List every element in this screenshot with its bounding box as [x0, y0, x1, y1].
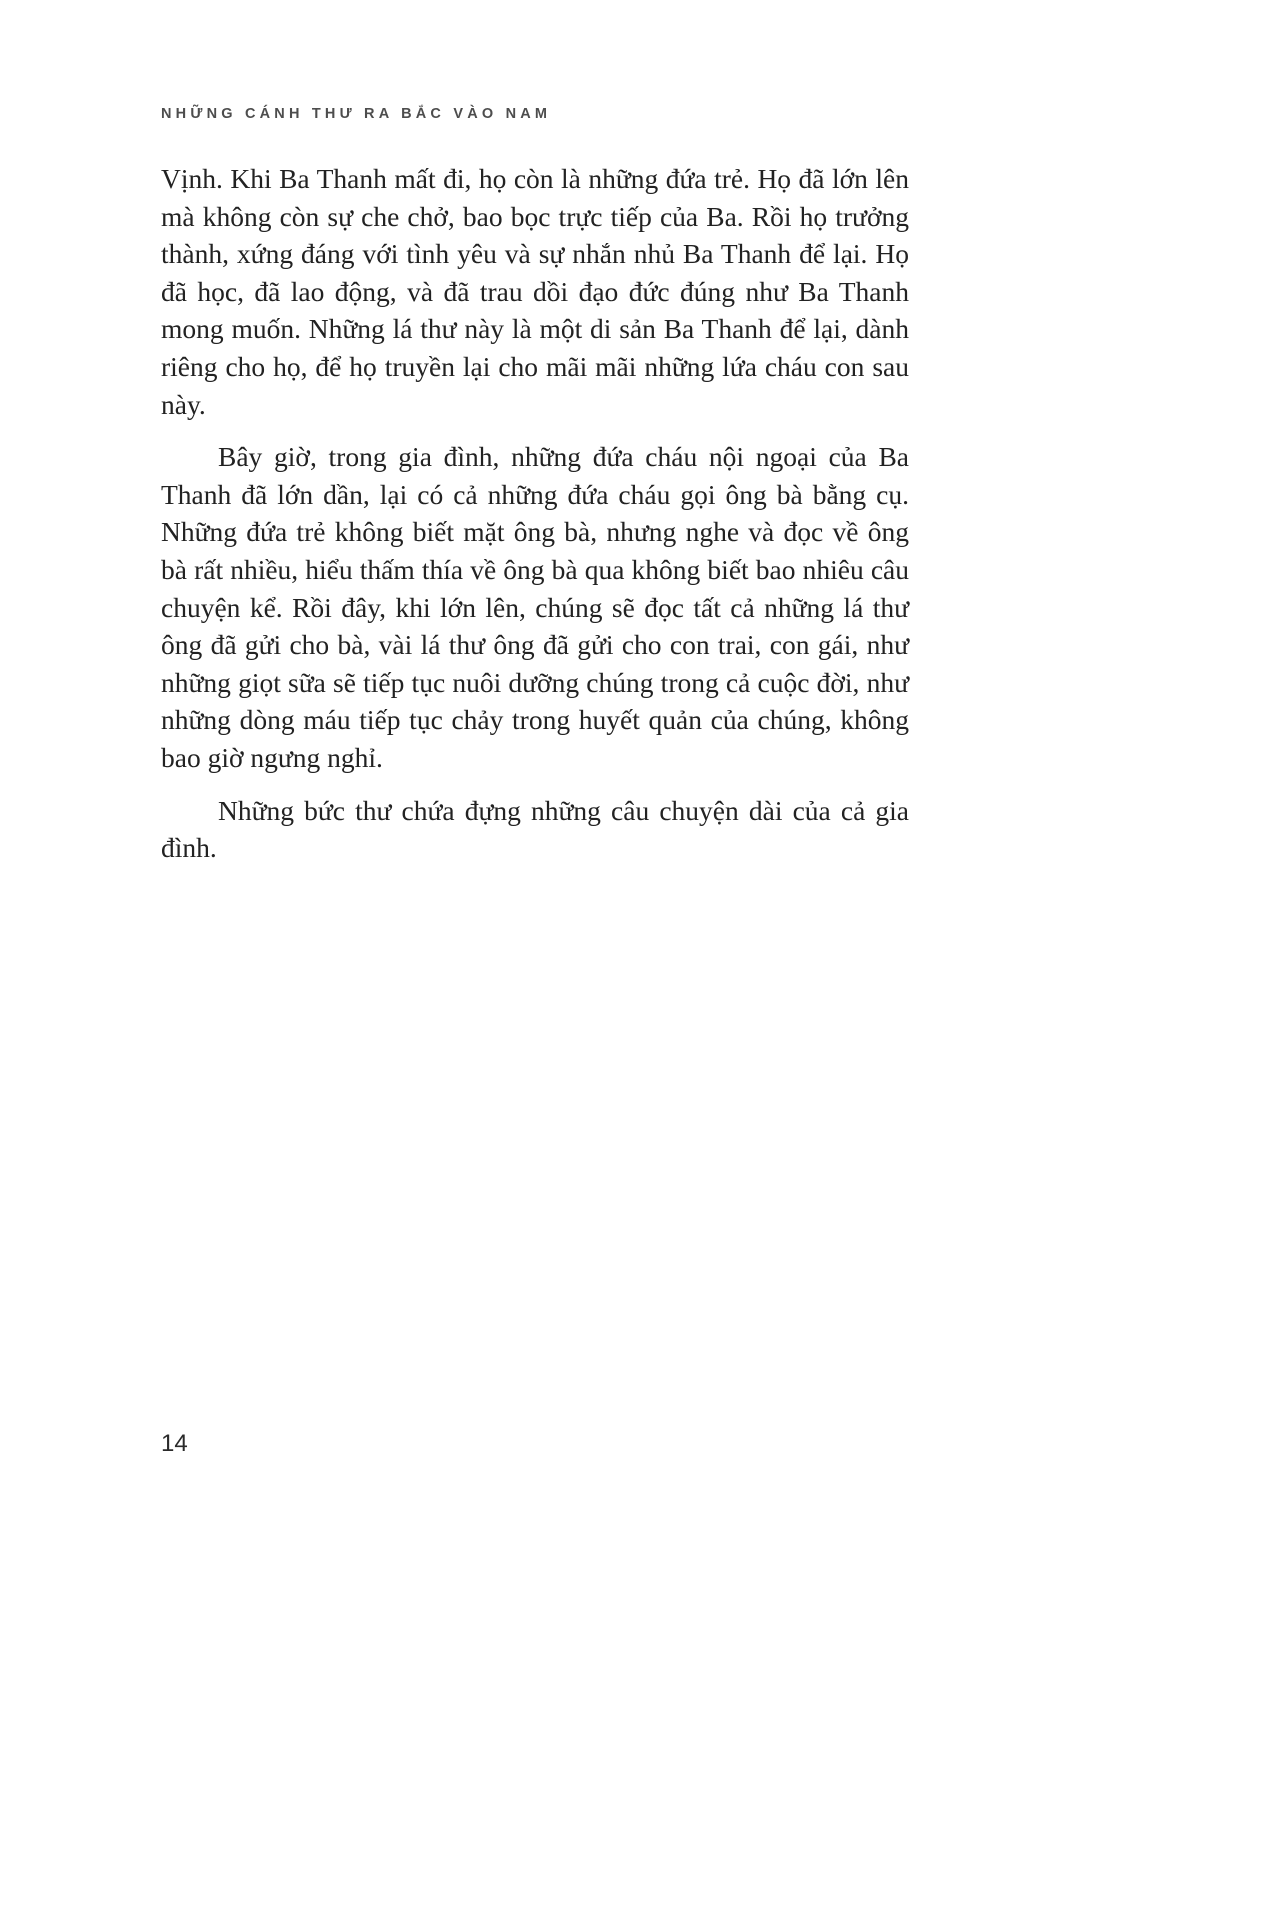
running-header: NHỮNG CÁNH THƯ RA BẮC VÀO NAM [161, 106, 552, 122]
paragraph-1: Vịnh. Khi Ba Thanh mất đi, họ còn là những đứa trẻ. Họ đã lớn lên mà không còn sự che chở, bao bọc trực tiếp của Ba. Rồi họ trưởng thành, xứng đáng với tình yêu và sự nhắn nhủ Ba Thanh để lại. Họ đã học, đã lao động, và đã trau dồi đạo đức đúng như Ba Thanh mong muốn. Những lá thư này là một di sản Ba Thanh để lại, dành riêng cho họ, để họ truyền lại cho mãi mãi những lứa cháu con sau này. [161, 163, 909, 420]
page-body [161, 160, 909, 882]
paragraph-3: Những bức thư chứa đựng những câu chuyện dài của cả gia đình. [161, 794, 909, 864]
page-number: 14 [161, 1430, 188, 1457]
paragraph-2: Bây giờ, trong gia đình, những đứa cháu nội ngoại của Ba Thanh đã lớn dần, lại có cả những đứa cháu gọi ông bà bằng cụ. Những đứa trẻ không biết mặt ông bà, nhưng nghe và đọc về ông bà rất nhiều, hiểu thấm thía về ông bà qua không biết bao nhiêu câu chuyện kể. Rồi đây, khi lớn lên, chúng sẽ đọc tất cả những lá thư ông đã gửi cho bà, vài lá thư ông đã gửi cho con trai, con gái, như những giọt sữa sẽ tiếp tục nuôi dưỡng chúng trong cả cuộc đời, như những dòng máu tiếp tục chảy trong huyết quản của chúng, không bao giờ ngưng nghỉ. [161, 441, 909, 773]
